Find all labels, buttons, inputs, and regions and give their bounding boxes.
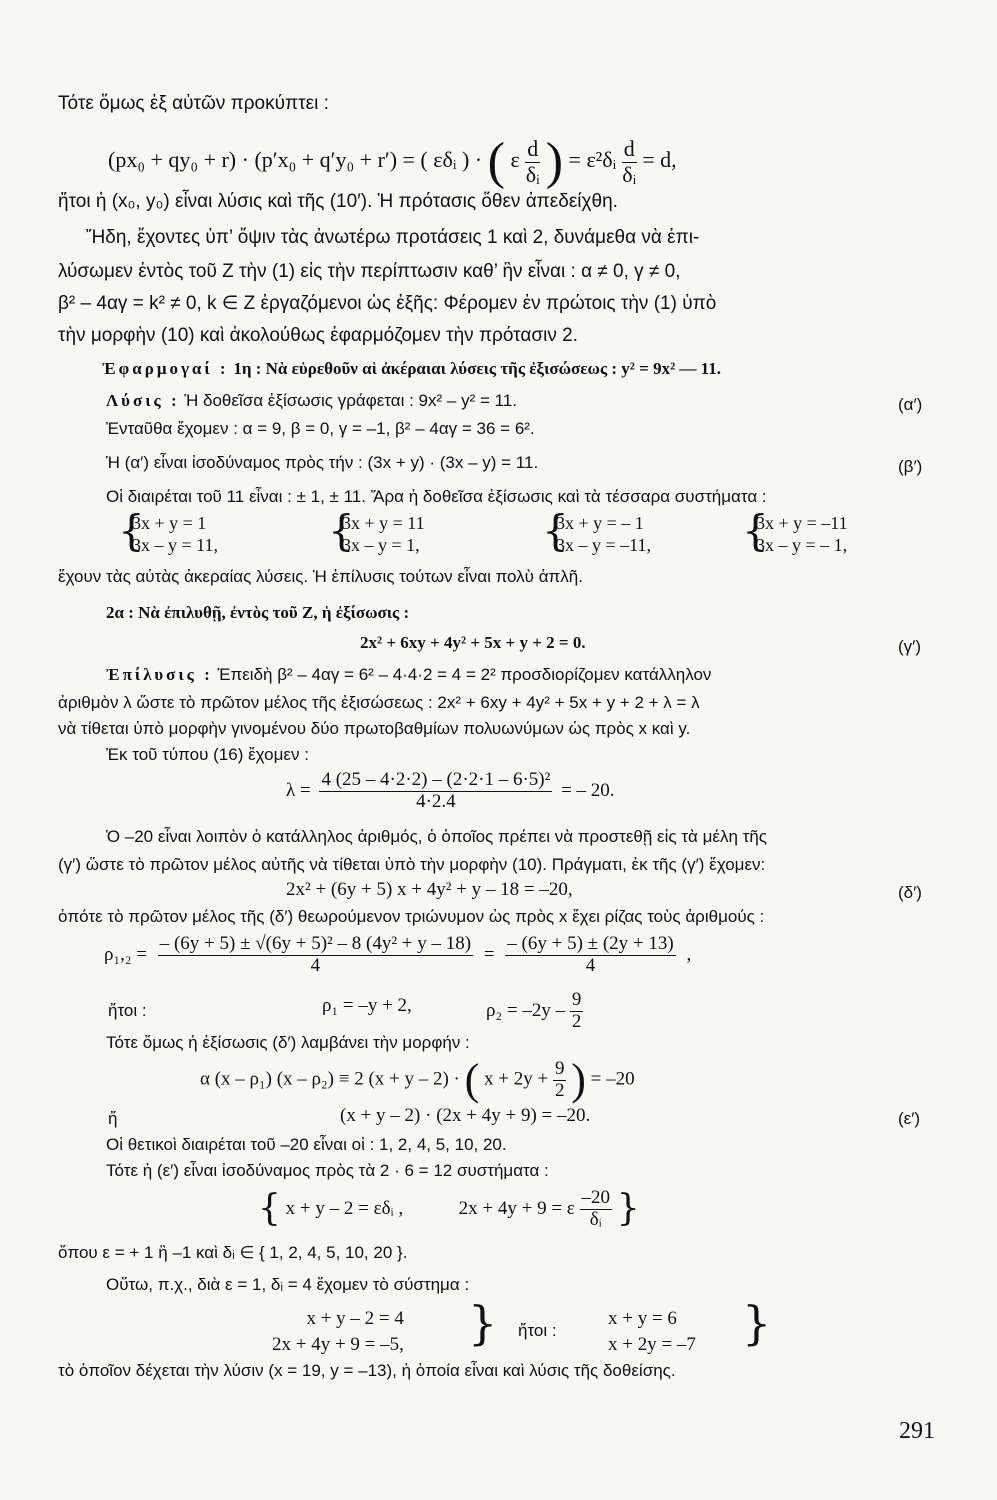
equation-part: = d, — [642, 147, 677, 173]
itoi-label: ἤτοι : — [108, 1001, 147, 1020]
numerator: – (6y + 5) ± (2y + 13) — [507, 933, 674, 954]
epsilon: ε — [510, 147, 520, 173]
system-1 — [118, 506, 218, 556]
equation-part: = ε²δᵢ — [568, 147, 617, 173]
system-row: 3x – y = –11, — [556, 535, 651, 555]
system-row: 3x + y = – 1 — [556, 513, 644, 533]
system-row: 3x + y = 1 — [132, 513, 207, 533]
text-line: Ἐκ τοῦ τύπου (16) ἔχομεν : — [106, 745, 309, 764]
text: ρ₂ = –2y – — [486, 999, 566, 1021]
fraction — [319, 770, 552, 813]
example-system-left — [272, 1306, 404, 1358]
fraction — [553, 1059, 567, 1102]
product-equation — [200, 1055, 635, 1104]
denominator: δᵢ — [525, 161, 540, 187]
rho1-value: ρ₁ = –y + 2, — [322, 995, 412, 1016]
text-line: Ἤδη, ἔχοντες ὑπ’ ὄψιν τὰς ἀνωτέρω προτάσεις 1 καὶ 2, δυνάμεθα νὰ ἐπι- — [86, 227, 700, 248]
comma: , — [686, 943, 692, 965]
solution-line — [106, 666, 711, 683]
fraction — [622, 137, 637, 186]
text: Ἐπειδὴ β² – 4αγ = 6² – 4·4·2 = 4 = 2² προσδιορίζομεν κατάλληλον — [217, 665, 712, 684]
text-line: λύσωμεν ἐντὸς τοῦ Z τὴν (1) εἰς τὴν περίπτωσιν καθ’ ἣν εἶναι : α ≠ 0, γ ≠ 0, — [58, 261, 681, 282]
brace: { — [742, 506, 769, 555]
brace-open: { — [258, 1188, 281, 1230]
equation: 2x² + 6xy + 4y² + 5x + y + 2 = 0. — [360, 633, 586, 652]
paren-open: ( — [464, 1055, 480, 1104]
system-row: x + 2y = –7 — [608, 1334, 696, 1355]
bracket-close: } — [742, 1296, 772, 1350]
application-heading — [102, 360, 721, 377]
solution-line — [106, 392, 517, 409]
fraction — [158, 934, 473, 977]
system-row: x + y – 2 = 4 — [306, 1308, 404, 1329]
system-4 — [742, 506, 848, 556]
system-row: 3x + y = –11 — [756, 513, 848, 533]
heading-text: 1η : Νὰ εὑρεθοῦν αἱ ἀκέραιαι λύσεις τῆς ἐξισώσεως : y² = 9x² — 11. — [233, 359, 721, 378]
equation: (x + y – 2) · (2x + 4y + 9) = –20. — [340, 1105, 591, 1126]
equation-part: (px₀ + qy₀ + r) · (p′x₀ + q′y₀ + r′) = ( εδᵢ ) · — [108, 147, 483, 173]
text-line: ἔχουν τὰς αὐτὰς ἀκεραίας λύσεις. Ἡ ἐπίλυσις τούτων εἶναι πολὺ ἁπλῆ. — [58, 567, 583, 586]
bracket-close: } — [468, 1296, 498, 1350]
text-line: ἀριθμὸν λ ὥστε τὸ πρῶτον μέλος τῆς ἐξισώσεως : 2x² + 6xy + 4y² + 5x + y + 2 + λ = λ — [58, 693, 700, 712]
fraction — [525, 137, 540, 186]
denominator: δᵢ — [589, 1208, 602, 1230]
paren-close: ) — [571, 1055, 586, 1104]
equation-tag: (δ′) — [898, 883, 922, 902]
numerator: 9 — [554, 1057, 565, 1079]
fraction — [570, 990, 584, 1033]
lhs: λ = — [286, 779, 311, 801]
text-line: Οἱ διαιρέται τοῦ 11 εἶναι : ± 1, ± 11. Ἄρα ἡ δοθεῖσα ἐξίσωσις καὶ τὰ τέσσαρα συστήματα : — [106, 487, 767, 506]
numerator: d — [527, 136, 539, 162]
system-row: 3x – y = 11, — [132, 535, 218, 555]
text-line: Τότε ὅμως ἡ ἐξίσωσις (δ′) λαμβάνει τὴν μορφήν : — [106, 1033, 470, 1052]
numerator: 4 (25 – 4·2·2) – (2·2·1 – 6·5)² — [321, 769, 551, 790]
fraction — [505, 934, 675, 977]
numerator: 9 — [571, 989, 582, 1010]
text-line: ὁπότε τὸ πρῶτον μέλος τῆς (δ′) θεωρούμενον τριώνυμον ὡς πρὸς x ἔχει ρίζας τοὺς ἀριθμούς : — [58, 907, 765, 926]
text-line: νὰ τίθεται ὑπὸ μορφὴν γινομένου δύο πρωτοβαθμίων πολυωνύμων ὡς πρὸς x καὶ y. — [58, 719, 691, 738]
denominator: 2 — [571, 1010, 582, 1032]
paren-open: ( — [487, 133, 505, 190]
equation: 2x² + (6y + 5) x + 4y² + y – 18 = –20, — [286, 879, 573, 900]
numerator: – (6y + 5) ± √(6y + 5)² – 8 (4y² + y – 18) — [159, 933, 472, 954]
label: Ἐπίλυσις : — [106, 665, 213, 684]
denominator: 2 — [554, 1079, 565, 1101]
rhs: = – 20. — [561, 779, 615, 801]
system-row: x + y = 6 — [608, 1308, 677, 1329]
page-number: 291 — [899, 1418, 935, 1444]
system-row: 3x – y = – 1, — [756, 535, 848, 555]
example-system-right — [608, 1306, 696, 1358]
equals: = — [483, 943, 495, 965]
application-heading-2: 2α : Νὰ ἐπιλυθῇ, ἐντὸς τοῦ Z, ἡ ἐξίσωσις : — [106, 603, 410, 622]
text-line: Ὁ –20 εἶναι λοιπὸν ὁ κατάλληλος ἀριθμός, ὁ ὁποῖος πρέπει νὰ προστεθῇ εἰς τὰ μέλη τῆς — [106, 827, 767, 846]
or-label: ἤ — [108, 1109, 118, 1128]
text-line: Τότε ἡ (ε′) εἶναι ἰσοδύναμος πρὸς τὰ 2 · 6 = 12 συστήματα : — [106, 1161, 549, 1180]
label: Λύσις : — [106, 391, 180, 410]
equation-tag: (β′) — [898, 457, 923, 476]
text-line: (γ′) ὥστε τὸ πρῶτον μέλος αὐτῆς νὰ τίθεται ὑπὸ τὴν μορφὴν (10). Πράγματι, ἐκ τῆς (γ′) ἔχομεν: — [58, 855, 766, 874]
text: α (x – ρ₁) (x – ρ₂) ≡ 2 (x + y – 2) · — [200, 1068, 460, 1090]
label: Ἐφαρμογαί : — [102, 359, 229, 378]
brace: { — [118, 506, 145, 555]
system-general — [258, 1188, 640, 1231]
text-line: β² – 4αγ = k² ≠ 0, k ∈ Z ἐργαζόμενοι ὡς ἑξῆς: Φέρομεν ἐν πρώτοις τὴν (1) ὑπὸ — [58, 293, 717, 314]
text: = –20 — [590, 1068, 635, 1090]
denominator: 4 — [585, 954, 596, 976]
text: x + 2y + — [484, 1068, 549, 1090]
system-row: 3x + y = 11 — [342, 513, 425, 533]
system-3 — [542, 506, 651, 556]
text-line: Τότε ὅμως ἐξ αὐτῶν προκύπτει : — [58, 93, 329, 114]
brace: { — [542, 506, 569, 555]
denominator: 4·2.4 — [416, 790, 456, 812]
itoi-label: ἤτοι : — [518, 1321, 557, 1340]
text-line: τὸ ὁποῖον δέχεται τὴν λύσιν (x = 19, y = –13), ἡ ὁποία εἶναι καὶ λύσις τῆς δοθείσης. — [58, 1361, 676, 1380]
lambda-equation — [286, 770, 615, 813]
denominator: 4 — [310, 954, 321, 976]
text-line: τὴν μορφὴν (10) καὶ ἀκολούθως ἐφαρμόζομεν τὴν πρότασιν 2. — [58, 325, 578, 346]
roots-equation — [104, 934, 691, 977]
brace: { — [328, 506, 355, 555]
numerator: –20 — [581, 1187, 611, 1208]
equation-tag: (γ′) — [898, 637, 922, 656]
brace-close: } — [616, 1188, 640, 1230]
fraction — [580, 1188, 613, 1231]
text-line: ὅπου ε = + 1 ἢ –1 καὶ δᵢ ∈ { 1, 2, 4, 5, 10, 20 }. — [58, 1243, 408, 1262]
lhs: ρ₁,₂ = — [104, 943, 147, 965]
numerator: d — [623, 136, 635, 162]
system-2 — [328, 506, 425, 556]
system-row: 3x – y = 1, — [342, 535, 420, 555]
text: 2x + 4y + 9 = ε — [458, 1197, 575, 1219]
equation-tag: (ε′) — [898, 1109, 921, 1128]
text: Ἡ δοθεῖσα ἐξίσωσις γράφεται : 9x² – y² = 11. — [184, 391, 517, 410]
text-line: Οἱ θετικοὶ διαιρέται τοῦ –20 εἶναι οἱ : 1, 2, 4, 5, 10, 20. — [106, 1135, 507, 1154]
text-line: ἤτοι ἡ (x₀, y₀) εἶναι λύσις καὶ τῆς (10′). Ἡ πρότασις ὅθεν ἀπεδείχθη. — [58, 191, 618, 212]
denominator: δᵢ — [622, 161, 637, 187]
text: x + y – 2 = εδᵢ , — [285, 1197, 404, 1219]
rho2-value — [486, 990, 583, 1033]
equation-tag: (α′) — [898, 395, 923, 414]
paren-close: ) — [545, 133, 564, 190]
equation-line — [108, 133, 677, 190]
text-line: Ἡ (α′) εἶναι ἰσοδύναμος πρὸς τήν : (3x + y) · (3x – y) = 11. — [106, 453, 539, 472]
text-line: Ἐνταῦθα ἔχομεν : α = 9, β = 0, γ = –1, β² – 4αγ = 36 = 6². — [106, 419, 535, 438]
text-line: Οὕτω, π.χ., διὰ ε = 1, δᵢ = 4 ἔχομεν τὸ σύστημα : — [106, 1275, 470, 1294]
system-row: 2x + 4y + 9 = –5, — [272, 1334, 404, 1355]
